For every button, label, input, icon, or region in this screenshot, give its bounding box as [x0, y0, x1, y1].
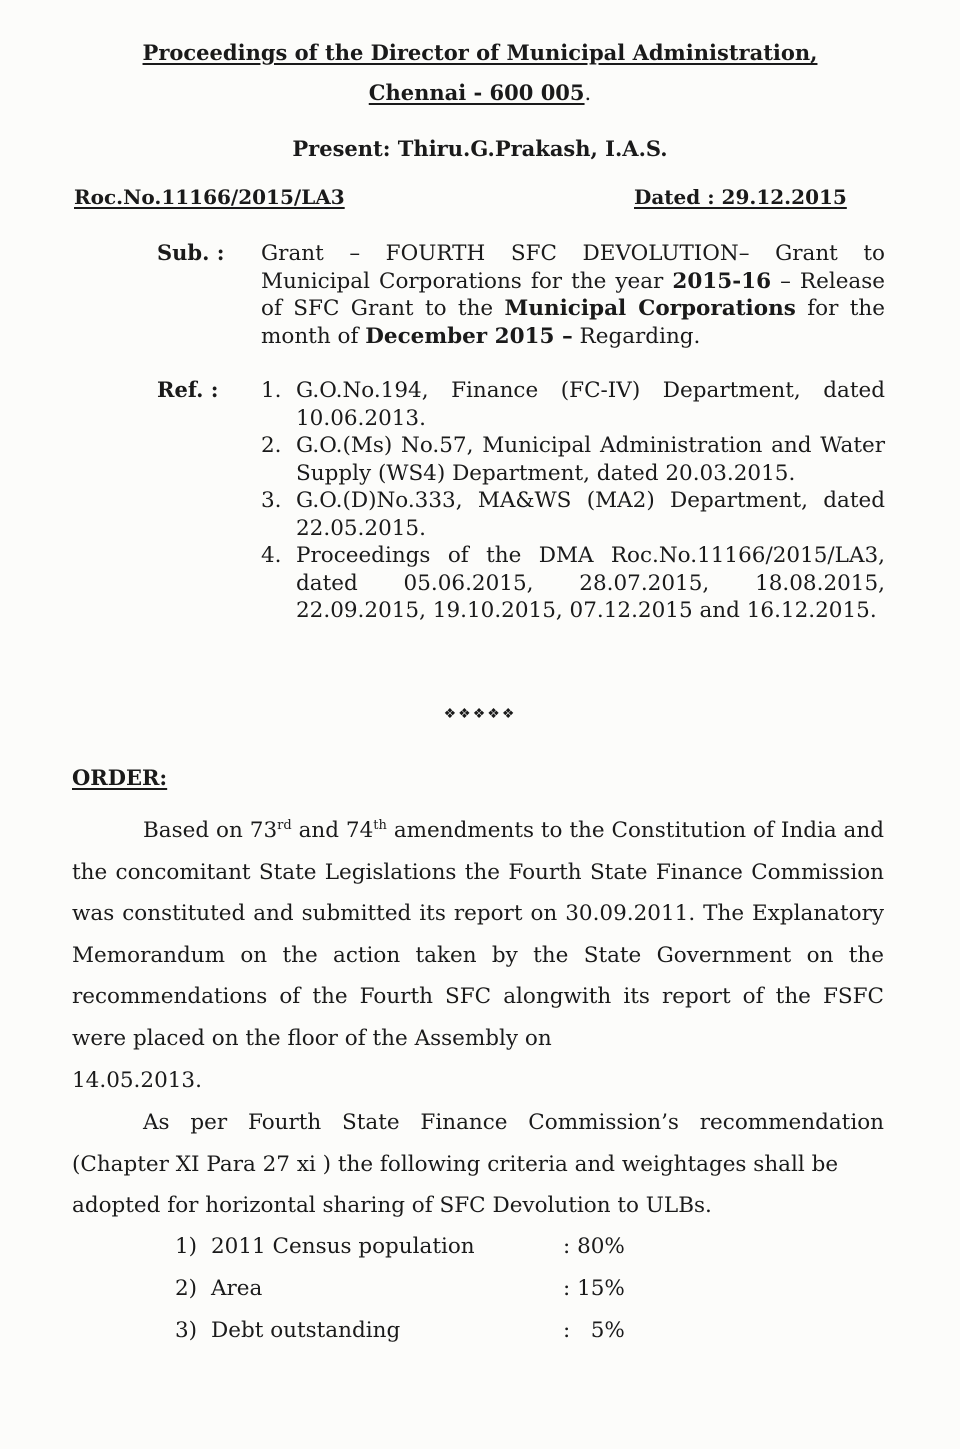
document-subtitle: Chennai - 600 005. — [368, 80, 592, 105]
criteria-item: 3) Debt outstanding — [175, 1318, 401, 1343]
present-officer: Present: Thiru.G.Prakash, I.A.S. — [292, 136, 668, 161]
criteria-value: : 5% — [563, 1318, 625, 1343]
criteria-item: 2) Area — [175, 1276, 263, 1301]
reference-list — [261, 377, 885, 625]
document-title: Proceedings of the Director of Municipal Administration, — [142, 40, 818, 65]
reference-label: Ref. : — [157, 377, 219, 402]
reference-item: 3. G.O.(D)No.333, MA&WS (MA2) Department, dated 22.05.2015. — [261, 488, 885, 541]
criteria-item: 1) 2011 Census population — [175, 1234, 475, 1259]
roc-number: Roc.No.11166/2015/LA3 — [74, 185, 345, 209]
reference-item: 4. Proceedings of the DMA Roc.No.11166/2015/LA3, dated 05.06.2015, 28.07.2015, 18.08.2015, 22.09.2015, 19.10.2015, 07.12.2015 and 16.12.2015. — [261, 543, 885, 623]
separator-ornament: ❖❖❖❖❖ — [443, 706, 517, 722]
reference-item: 2. G.O.(Ms) No.57, Municipal Administration and Water Supply (WS4) Department, dated 20.03.2015. — [261, 433, 885, 486]
order-paragraph-1: Based on 73rd and 74th amendments to the Constitution of India and the concomitant State Legislations the Fourth State Finance Commission was constituted and submitted its report on 30.09.2011. The Explanatory Memorandum on the action taken by the State Government on the recommendations of the Fourth SFC alongwith its report of the FSFC were placed on the floor of the Assembly on 14.05.2013. — [72, 817, 884, 1093]
order-heading: ORDER: — [72, 765, 168, 790]
reference-item: 1. G.O.No.194, Finance (FC-IV) Department, dated 10.06.2013. — [261, 378, 885, 431]
date-line: Dated : 29.12.2015 — [634, 185, 847, 209]
subject-text: Grant – FOURTH SFC DEVOLUTION– Grant to Municipal Corporations for the year 2015-16 – Release of SFC Grant to the Municipal Corporations for the month of December 2015 – Regarding. — [261, 241, 885, 349]
criteria-value: : 15% — [563, 1276, 625, 1301]
criteria-value: : 80% — [563, 1234, 625, 1259]
order-paragraph-2: As per Fourth State Finance Commission’s recommendation (Chapter XI Para 27 xi ) the following criteria and weightages shall be adopted for horizontal sharing of SFC Devolution to ULBs. — [72, 1110, 884, 1219]
subject-label: Sub. : — [157, 240, 225, 265]
